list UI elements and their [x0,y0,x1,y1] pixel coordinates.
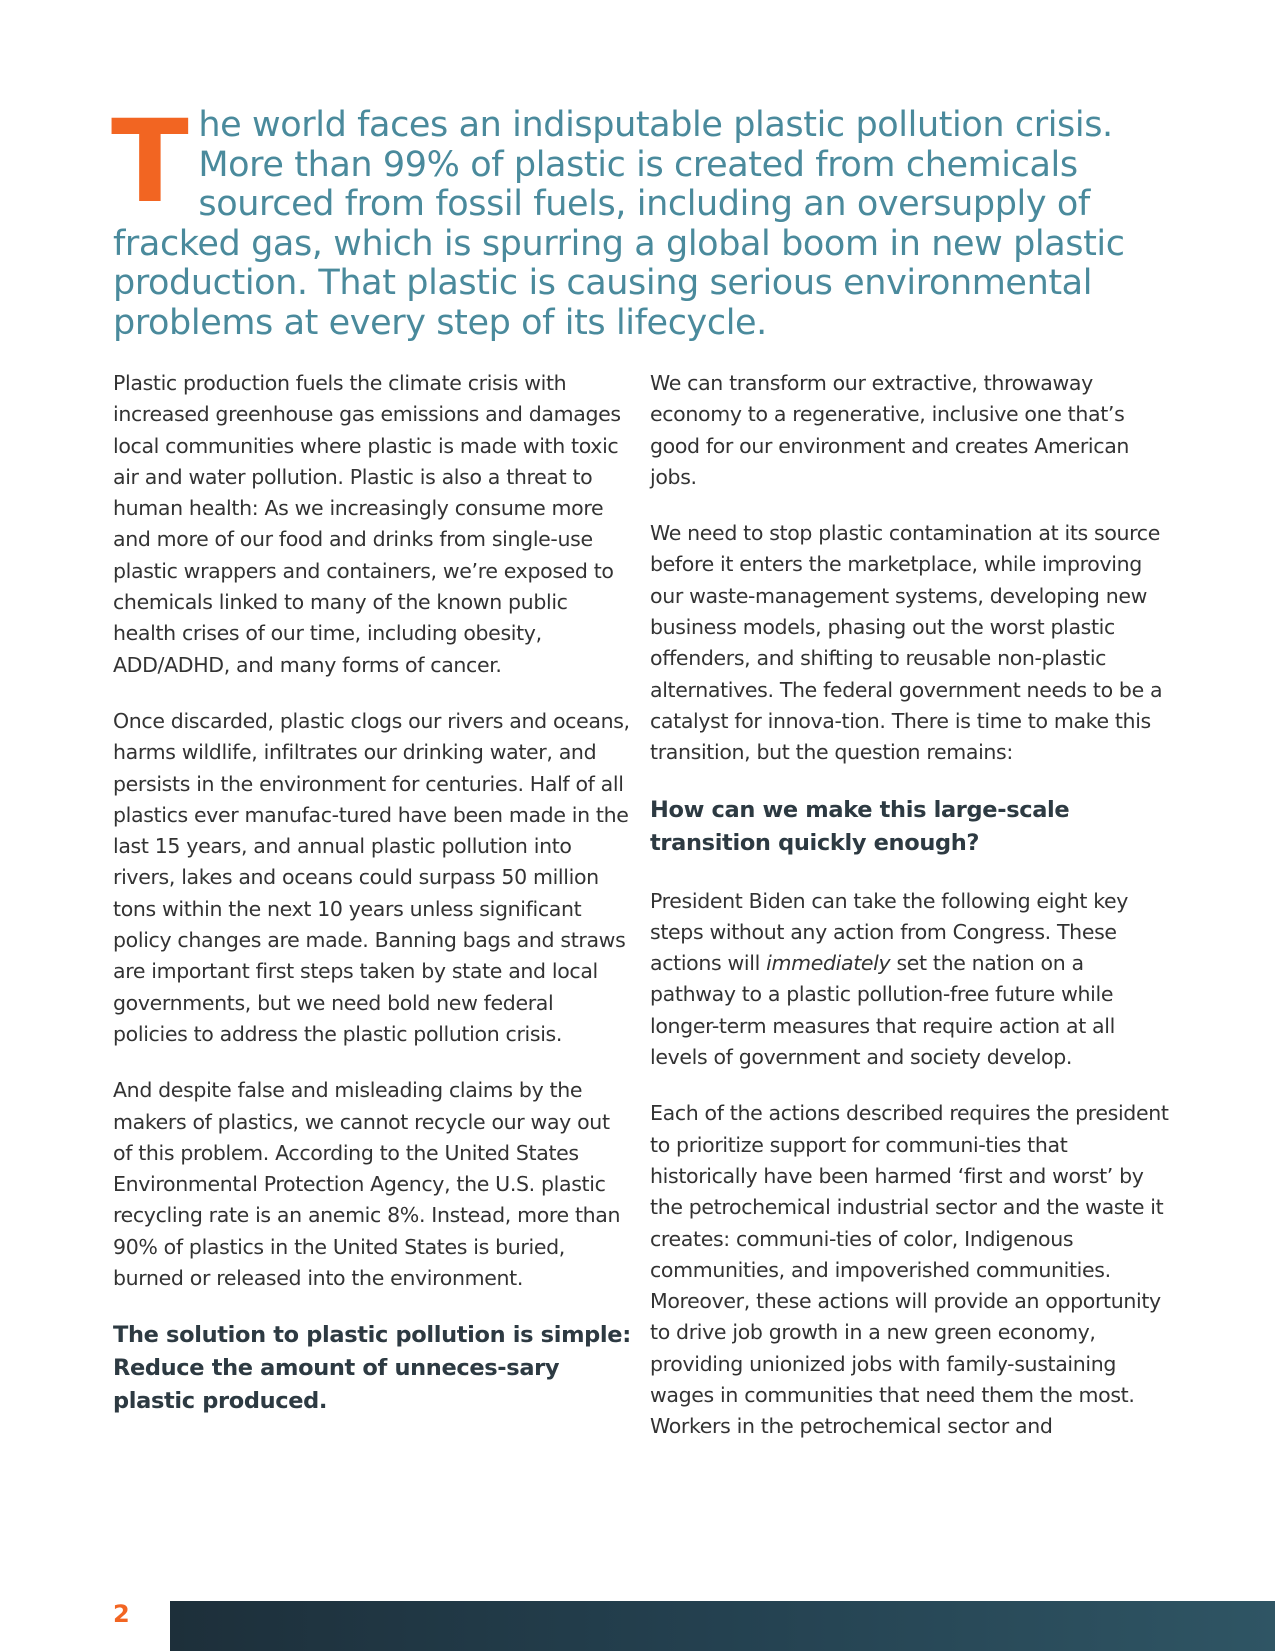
body-paragraph: Plastic production fuels the climate crisis with increased greenhouse gas emissions and damages local communities where plastic is made with toxic air and water pollution. Plastic is also a threat to human health: As we increasingly consume more and more of our food and drinks from single-use plastic wrappers and containers, we’re exposed to chemicals linked to many of the known public health crises of our time, including obesity, ADD/ADHD, and many forms of cancer. [113,371,621,677]
intro-text: he world faces an indisputable plastic pollution crisis. More than 99% of plastic is created from chemicals sourced from fossil fuels, including an oversupply of fracked gas, which is spurring a global boom in new plastic production. That plastic is causing serious environmental problems at every step of its lifecycle. [113,105,1125,343]
section-heading: How can we make this large-scale transition quickly enough? [650,796,1070,856]
body-paragraph [650,886,1175,1074]
intro-paragraph [111,95,1163,344]
body-paragraph: And despite false and misleading claims by the makers of plastics, we cannot recycle our way out of this problem. According to the United States Environmental Protection Agency, the U.S. plastic recycling rate is an anemic 8%. Instead, more than 90% of plastics in the United States is buried, burned or released into the environment. [113,1078,621,1291]
text-segment: set the nation on a pathway to a plastic pollution-free future while longer-term measures that require action at all levels of government and society develop. [650,951,1115,1070]
body-paragraph: We can transform our extractive, throwaway economy to a regenerative, inclusive one that’s good for our environment and creates American jobs. [650,371,1130,489]
emphasis-text: immediately [766,951,891,976]
body-paragraph: Each of the actions described requires the president to prioritize support for communi-ties that historically have been harmed ‘first and worst’ by the petrochemical industrial sector and the waste it creates: communi-ties of color, Indigenous communities, and impoverished communities. Moreover, these actions will provide an opportunity to drive job growth in a new green economy, providing unionized jobs with family-sustaining wages in communities that need them the most. Workers in the petrochemical sector and [650,1101,1169,1439]
solution-statement: The solution to plastic pollution is simple: Reduce the amount of unneces-sary plastic produced. [113,1322,631,1415]
body-paragraph: We need to stop plastic contamination at its source before it enters the marketplace, while improving our waste-management systems, developing new business models, phasing out the worst plastic offenders, and shifting to reusable non-plastic alternatives. The federal government needs to be a catalyst for innova-tion. There is time to make this transition, but the question remains: [650,521,1163,765]
text-segment: President Biden can take the following eight key steps without any action from Congress. These actions will [650,888,1129,976]
body-paragraph: Once discarded, plastic clogs our rivers and oceans, harms wildlife, infiltrates our drinking water, and persists in the environment for centuries. Half of all plastics ever manufac-tured have been made in the last 15 years, and annual plastic pollution into rivers, lakes and oceans could surpass 50 million tons within the next 10 years unless significant policy changes are made. Banning bags and straws are important first steps taken by state and local governments, but we need bold new federal policies to address the plastic pollution crisis. [113,708,630,1046]
left-column [113,368,633,1418]
footer-bar [170,1601,1275,1651]
page-number: 2 [113,1600,130,1628]
right-column [650,368,1175,1468]
drop-cap: T [111,95,189,228]
